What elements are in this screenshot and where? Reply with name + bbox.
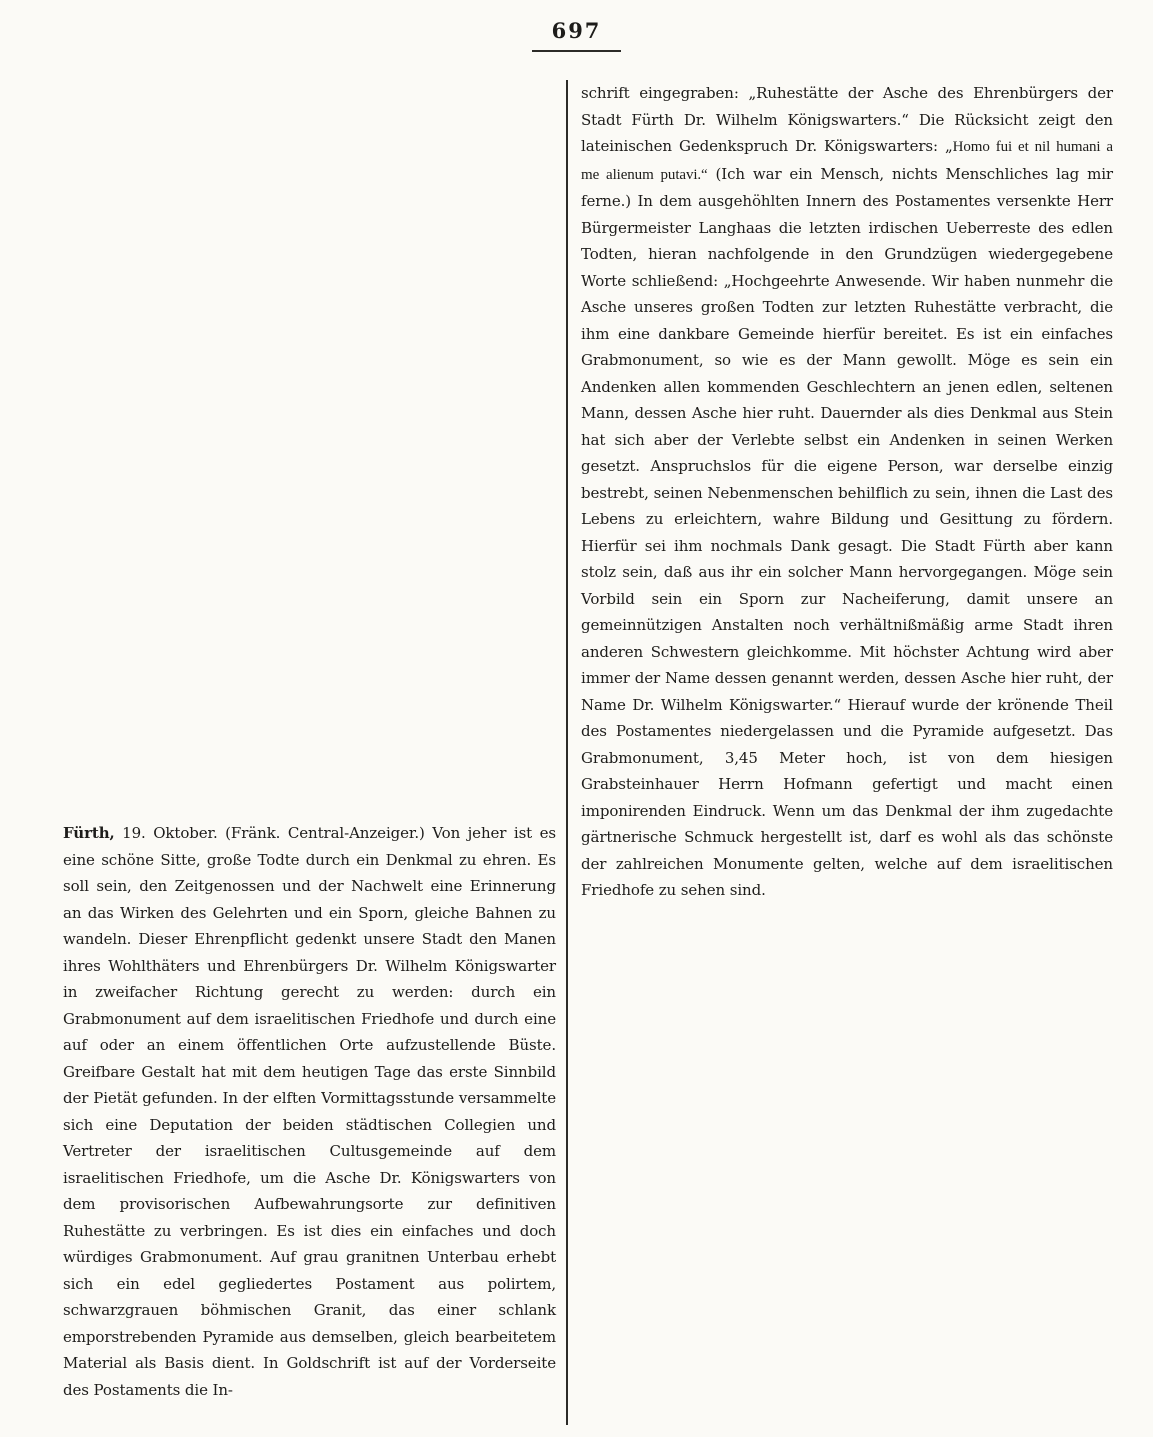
dateline-city: Fürth, — [63, 824, 115, 842]
left-article-body: Von jeher ist es eine schöne Sitte, große Todte durch ein Denkmal zu ehren. Es soll sein, den Zeitgenossen und der Nachwelt eine Erinnerung an das Wirken des Gelehrten und ein Sporn, gleiche Bahnen zu wandeln. Dieser Ehrenpflicht gedenkt unsere Stadt den Manen ihres Wohlthäters und Ehrenbürgers Dr. Wilhelm Königswarter in zweifacher Richtung gerecht zu werden: durch ein Grabmonument auf dem israelitischen Friedhofe und durch eine auf oder an einem öffentlichen Orte aufzustellende Büste. Greifbare Gestalt hat mit dem heutigen Tage das erste Sinnbild der Pietät gefunden. In der elften Vormittagsstunde versammelte sich eine Deputation der beiden städtischen Collegien und Vertreter der israelitischen Cultusgemeinde auf dem israelitischen Friedhofe, um die Asche Dr. Königswarters von dem provisorischen Aufbewahrungsorte zur definitiven Ruhestätte zu verbringen. Es ist dies ein einfaches und doch würdiges Grabmonument. Auf grau granitnen Unterbau erhebt sich ein edel gegliedertes Postament aus polirtem, schwarzgrauen böhmischen Granit, das einer schlank emporstrebenden Pyramide aus demselben, gleich bearbeitetem Material als Basis dient. In Goldschrift ist auf der Vorderseite des Postaments die In- — [63, 824, 556, 1399]
dateline-date: 19. Oktober. — [114, 824, 226, 842]
left-column-content — [63, 80, 556, 1403]
right-article-body-before-latin: schrift eingegraben: „Ruhestätte der Asche des Ehrenbürgers der Stadt Fürth Dr. Wilhelm Königswarters.“ Die Rücksicht zeigt den lateinischen Gedenkspruch Dr. Königswarters: „ — [581, 84, 1113, 155]
page-number: 697 — [532, 18, 622, 52]
dateline-source: (Fränk. Central-Anzeiger.) — [225, 824, 433, 842]
right-column — [568, 80, 1113, 1425]
left-article-paragraph — [63, 820, 556, 1403]
latin-inscription-quote: Homo fui et nil humani a me alienum putavi.“ — [581, 139, 1113, 183]
left-column — [63, 80, 566, 1425]
page-header — [0, 18, 1153, 52]
article-columns — [63, 80, 1113, 1425]
right-article-body-after-latin: (Ich war ein Mensch, nichts Menschliches lag mir ferne.) In dem ausgehöhlten Innern des Postamentes versenkte Herr Bürgermeister Langhaas die letzten irdischen Ueberreste des edlen Todten, hieran nachfolgende in den Grundzügen wiedergegebene Worte schließend: „Hochgeehrte Anwesende. Wir haben nunmehr die Asche unseres großen Todten zur letzten Ruhestätte verbracht, die ihm eine dankbare Gemeinde hierfür bereitet. Es ist ein einfaches Grabmonument, so wie es der Mann gewollt. Möge es sein ein Andenken allen kommenden Geschlechtern an jenen edlen, seltenen Mann, dessen Asche hier ruht. Dauernder als dies Denkmal aus Stein hat sich aber der Verlebte selbst ein Andenken in seinen Werken gesetzt. Anspruchslos für die eigene Person, war derselbe einzig bestrebt, seinen Nebenmenschen behilflich zu sein, ihnen die Last des Lebens zu erleichtern, wahre Bildung und Gesittung zu fördern. Hierfür sei ihm nochmals Dank gesagt. Die Stadt Fürth aber kann stolz sein, daß aus ihr ein solcher Mann hervorgegangen. Möge sein Vorbild sein ein Sporn zur Nacheiferung, damit unsere an gemeinnützigen Anstalten noch verhältnißmäßig arme Stadt ihren anderen Schwestern gleichkomme. Mit höchster Achtung wird aber immer der Name dessen genannt werden, dessen Asche hier ruht, der Name Dr. Wilhelm Königswarter.“ Hierauf wurde der krönende Theil des Postamentes niedergelassen und die Pyramide aufgesetzt. Das Grabmonument, 3,45 Meter hoch, ist von dem hiesigen Grabsteinhauer Herrn Hofmann gefertigt und macht einen imponirenden Eindruck. Wenn um das Denkmal der ihm zugedachte gärtnerische Schmuck hergestellt ist, darf es wohl als das schönste der zahlreichen Monumente gelten, welche auf dem israelitischen Friedhofe zu sehen sind. — [581, 164, 1113, 899]
right-article-paragraph — [581, 80, 1113, 904]
